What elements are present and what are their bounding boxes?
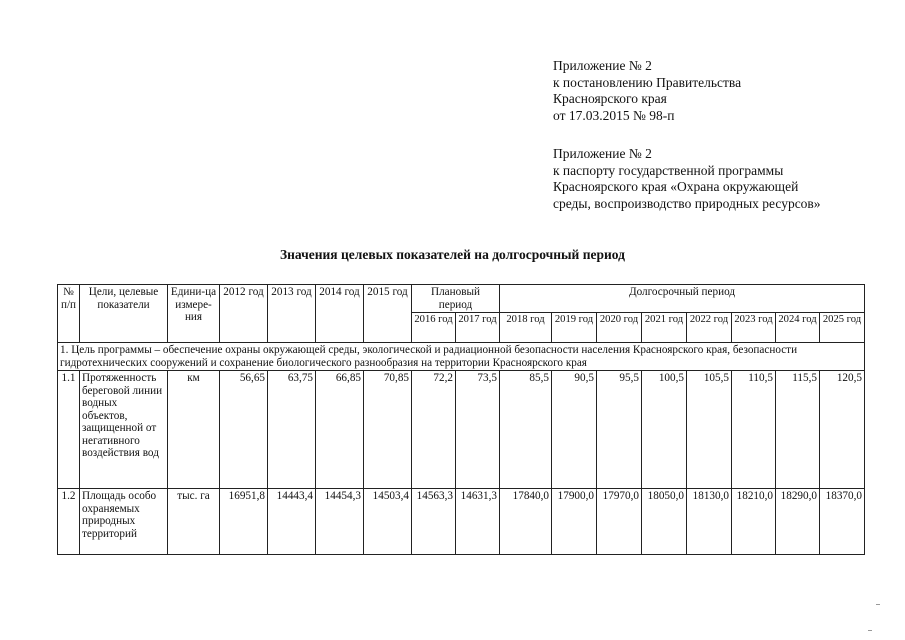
value-cell: 72,2	[412, 371, 456, 489]
row-indicator-name: Протяженность береговой линии водных объектов, защищенной от негативного воздействия вод	[80, 371, 168, 489]
value-cell: 110,5	[732, 371, 776, 489]
appendix-block-passport	[553, 146, 821, 212]
header-year: 2018 год	[500, 313, 552, 343]
header-year: 2016 год	[412, 313, 456, 343]
value-cell: 17970,0	[597, 489, 642, 555]
header-year: 2025 год	[820, 313, 865, 343]
value-cell: 63,75	[268, 371, 316, 489]
value-cell: 14443,4	[268, 489, 316, 555]
value-cell: 105,5	[687, 371, 732, 489]
header-planned-period: Плановый период	[412, 285, 500, 313]
table-row	[58, 371, 865, 489]
header-num: № п/п	[58, 285, 80, 343]
value-cell: 18130,0	[687, 489, 732, 555]
header-year: 2017 год	[456, 313, 500, 343]
value-cell: 14563,3	[412, 489, 456, 555]
header-longterm-period: Долгосрочный период	[500, 285, 865, 313]
indicators-table	[57, 284, 865, 555]
value-cell: 120,5	[820, 371, 865, 489]
value-cell: 100,5	[642, 371, 687, 489]
appendix-line: к паспорту государственной программы	[553, 162, 784, 178]
value-cell: 16951,8	[220, 489, 268, 555]
appendix-line: к постановлению Правительства	[553, 74, 742, 90]
value-cell: 66,85	[316, 371, 364, 489]
header-year: 2020 год	[597, 313, 642, 343]
header-year: 2022 год	[687, 313, 732, 343]
scan-artifact	[876, 604, 880, 605]
row-num: 1.2	[58, 489, 80, 555]
table-row	[58, 489, 865, 555]
appendix-line: от 17.03.2015 № 98-п	[553, 107, 675, 123]
value-cell: 85,5	[500, 371, 552, 489]
header-year: 2013 год	[268, 285, 316, 343]
value-cell: 18050,0	[642, 489, 687, 555]
header-goals: Цели, целевые показатели	[80, 285, 168, 343]
value-cell: 56,65	[220, 371, 268, 489]
value-cell: 17900,0	[552, 489, 597, 555]
value-cell: 17840,0	[500, 489, 552, 555]
appendix-line: Красноярского края «Охрана окружающей	[553, 179, 799, 194]
header-year: 2015 год	[364, 285, 412, 343]
header-year: 2019 год	[552, 313, 597, 343]
appendix-line: среды, воспроизводство природных ресурсов»	[553, 195, 821, 211]
value-cell: 18370,0	[820, 489, 865, 555]
value-cell: 95,5	[597, 371, 642, 489]
value-cell: 14454,3	[316, 489, 364, 555]
value-cell: 73,5	[456, 371, 500, 489]
row-unit: тыс. га	[168, 489, 220, 555]
header-year: 2024 год	[776, 313, 820, 343]
value-cell: 90,5	[552, 371, 597, 489]
header-unit: Едини-ца измере-ния	[168, 285, 220, 343]
header-year: 2012 год	[220, 285, 268, 343]
appendix-line: Приложение № 2	[553, 58, 652, 73]
value-cell: 14503,4	[364, 489, 412, 555]
row-num: 1.1	[58, 371, 80, 489]
value-cell: 115,5	[776, 371, 820, 489]
scan-artifact	[868, 630, 872, 631]
value-cell: 14631,3	[456, 489, 500, 555]
value-cell: 18290,0	[776, 489, 820, 555]
row-indicator-name: Площадь особо охраняемых природных территорий	[80, 489, 168, 555]
header-year: 2014 год	[316, 285, 364, 343]
value-cell: 18210,0	[732, 489, 776, 555]
row-unit: км	[168, 371, 220, 489]
header-year: 2023 год	[732, 313, 776, 343]
goal-row: 1. Цель программы – обеспечение охраны окружающей среды, экологической и радиационной безопасности населения Красноярского края, безопасности гидротехнических сооружений и сохранение биологического разнообразия на территории Красноярского края	[58, 343, 865, 371]
appendix-line: Красноярского края	[553, 91, 667, 106]
value-cell: 70,85	[364, 371, 412, 489]
document-title: Значения целевых показателей на долгосрочный период	[280, 247, 625, 262]
appendix-line: Приложение № 2	[553, 146, 652, 161]
appendix-block-resolution	[553, 58, 741, 124]
header-year: 2021 год	[642, 313, 687, 343]
